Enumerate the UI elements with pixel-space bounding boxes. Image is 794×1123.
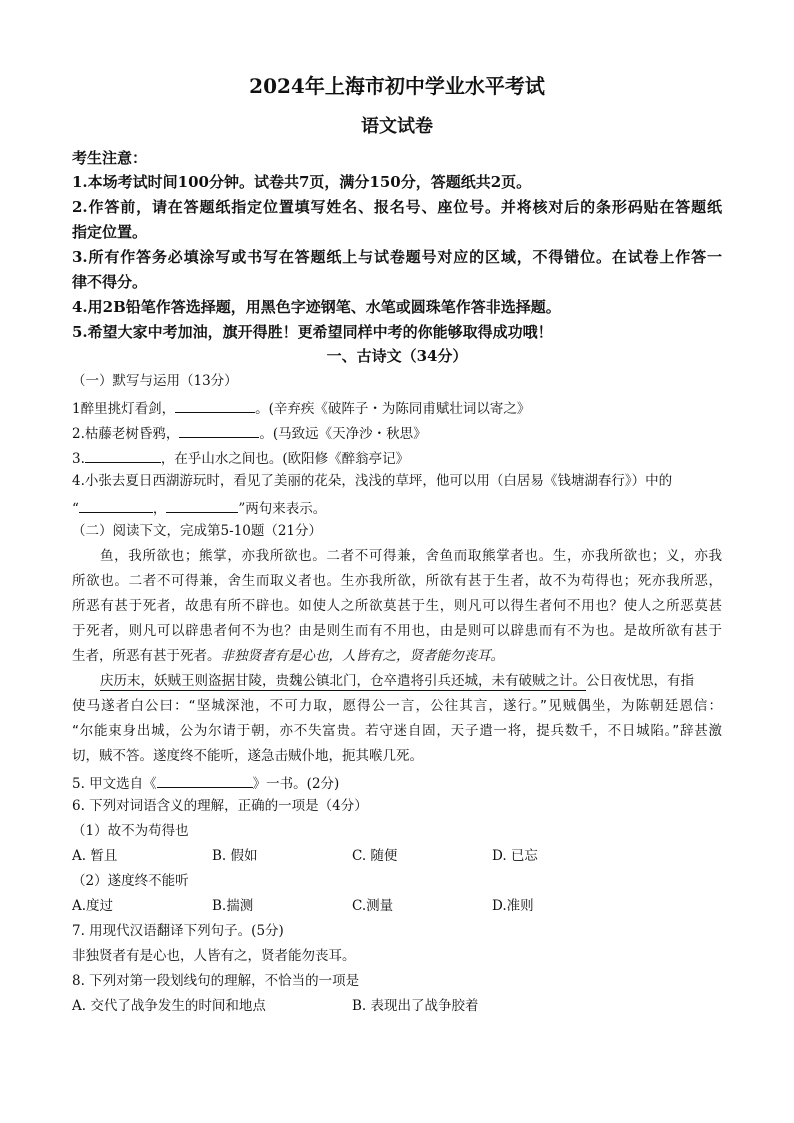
question-8: 8. 下列对第一段划线句的理解，不恰当的一项是: [72, 973, 360, 989]
passage-a-line-3: 所恶有甚于死者，故患有所不辟也。如使人之所欲莫甚于生，则凡可以得生者何不用也？使人之所恶莫甚: [72, 598, 722, 614]
q6-1-option-b[interactable]: B. 假如: [212, 848, 258, 864]
exam-title: 2024年上海市初中学业水平考试: [249, 74, 545, 98]
question-6-1: （1）故不为苟得也: [72, 823, 189, 839]
section-heading: 一、古诗文（34分）: [326, 347, 468, 365]
q3-answer-blank[interactable]: [85, 450, 161, 463]
q6-1-option-c[interactable]: C. 随便: [352, 848, 398, 864]
passage-b-line-4: 切，贼不答。遂度终不能听，遂急击贼仆地，扼其喉几死。: [72, 748, 423, 764]
notice-item-5: 5.希望大家中考加油，旗开得胜！更希望同样中考的你能够取得成功哦！: [72, 323, 553, 341]
question-8-options: [72, 1000, 479, 1014]
part1-heading: （一）默写与运用（13分）: [72, 373, 238, 389]
q1-answer-blank[interactable]: [175, 400, 255, 413]
passage-b-underlined-sentence: 庆历末，妖贼王则盗据甘陵，贵魏公镇北门，仓卒遣将引兵还城，未有破贼之计。: [100, 673, 586, 689]
q6-2-option-a[interactable]: A.度过: [72, 898, 114, 914]
notice-item-1: 1.本场考试时间100分钟。试卷共7页，满分150分，答题纸共2页。: [72, 173, 532, 191]
question-7-sentence: 非独贤者有是心也，人皆有之，贤者能勿丧耳。: [72, 948, 356, 964]
question-2: [72, 425, 427, 442]
q1-source: 。(辛弃疾《破阵子・为陈同甫赋壮词以寄之》: [255, 401, 531, 417]
question-5: 5. 甲文选自《 》一书。(2分): [72, 776, 340, 792]
notice-heading: 考生注意：: [72, 149, 148, 167]
paper-subtitle: 语文试卷: [361, 116, 433, 137]
q4-answer-blank-2[interactable]: [166, 500, 238, 513]
q2-prefix: 2.枯藤老树昏鸦，: [72, 426, 180, 442]
q6-1-option-d[interactable]: D. 已忘: [492, 848, 538, 864]
q5-answer-blank[interactable]: [157, 775, 253, 788]
passage-b-line-3: “尔能束身出城，公为尔请于朝，亦不失富贵。若守迷自固，天子遣一将，提兵数千，不日城陷。”辞甚激: [72, 723, 722, 739]
question-1: [72, 400, 530, 417]
passage-b-line-1: 庆历末，妖贼王则盗据甘陵，贵魏公镇北门，仓卒遣将引兵还城，未有破贼之计。公日夜忧思，有指: [100, 673, 694, 689]
q6-2-option-c[interactable]: C.测量: [352, 898, 394, 914]
question-4-line1: 4.小张去夏日西湖游玩时，看见了美丽的花朵，浅浅的草坪，他可以用（白居易《钱塘湖春行》）中的: [72, 473, 673, 489]
q4-answer-blank-1[interactable]: [79, 500, 153, 513]
passage-a-line-5: 生者，所恶有甚于死者。非独贤者有是心也，人皆有之，贤者能勿丧耳。: [72, 648, 504, 664]
question-4-line2: “ ， ”两句来表示。: [72, 501, 327, 517]
question-6: 6. 下列对词语含义的理解，正确的一项是（4分）: [72, 798, 368, 814]
passage-b-line-2: 使马遂者白公曰：“坚城深池，不可力取，愿得公一言，公往其言，遂行。”见贼偶坐，为陈朝廷恩信：: [72, 698, 722, 714]
q6-1-option-a[interactable]: A. 暂且: [72, 848, 118, 864]
q2-source: 。(马致远《天净沙・秋思》: [259, 426, 427, 442]
notice-item-2: 2.作答前，请在答题纸指定位置填写姓名、报名号、座位号。并将核对后的条形码贴在答题纸: [72, 198, 722, 216]
notice-item-2-cont: 指定位置。: [72, 223, 148, 241]
passage-a-line-1: 鱼，我所欲也；熊掌，亦我所欲也。二者不可得兼，舍鱼而取熊掌者也。生，亦我所欲也；义，亦我: [100, 548, 722, 564]
q3-prefix: 3.: [72, 451, 85, 467]
question-6-1-options: [72, 850, 538, 864]
q3-source: ，在乎山水之间也。(欧阳修《醉翁亭记》: [160, 451, 410, 467]
part2-heading: （二）阅读下文，完成第5-10题（21分）: [72, 523, 323, 539]
q6-2-option-d[interactable]: D.准则: [492, 898, 534, 914]
question-6-2: （2）遂度终不能听: [72, 873, 189, 889]
q1-prefix: 1醉里挑灯看剑，: [72, 401, 176, 417]
passage-a-underlined-sentence: 非独贤者有是心也，人皆有之，贤者能勿丧耳。: [220, 648, 504, 664]
notice-item-4: 4.用2B铅笔作答选择题，用黑色字迹钢笔、水笔或圆珠笔作答非选择题。: [72, 298, 561, 316]
q8-option-b[interactable]: B. 表现出了战争胶着: [352, 998, 479, 1014]
question-3: [72, 450, 409, 467]
notice-item-3-cont: 律不得分。: [72, 273, 148, 291]
q6-2-option-b[interactable]: B.揣测: [212, 898, 254, 914]
passage-a-line-2: 所欲也。二者不可得兼，舍生而取义者也。生亦我所欲，所欲有甚于生者，故不为苟得也；死亦我所恶，: [72, 573, 722, 589]
q8-option-a[interactable]: A. 交代了战争发生的时间和地点: [72, 998, 266, 1014]
question-6-2-options: [72, 900, 534, 914]
question-7: 7. 用现代汉语翻译下列句子。(5分): [72, 923, 284, 939]
q2-answer-blank[interactable]: [179, 425, 259, 438]
passage-a-line-4: 于死者，则凡可以辟患者何不为也？由是则生而有不用也，由是则可以辟患而有不为也。是故所欲有甚于: [72, 623, 722, 639]
notice-item-3: 3.所有作答务必填涂写或书写在答题纸上与试卷题号对应的区域，不得错位。在试卷上作答一: [72, 248, 722, 266]
